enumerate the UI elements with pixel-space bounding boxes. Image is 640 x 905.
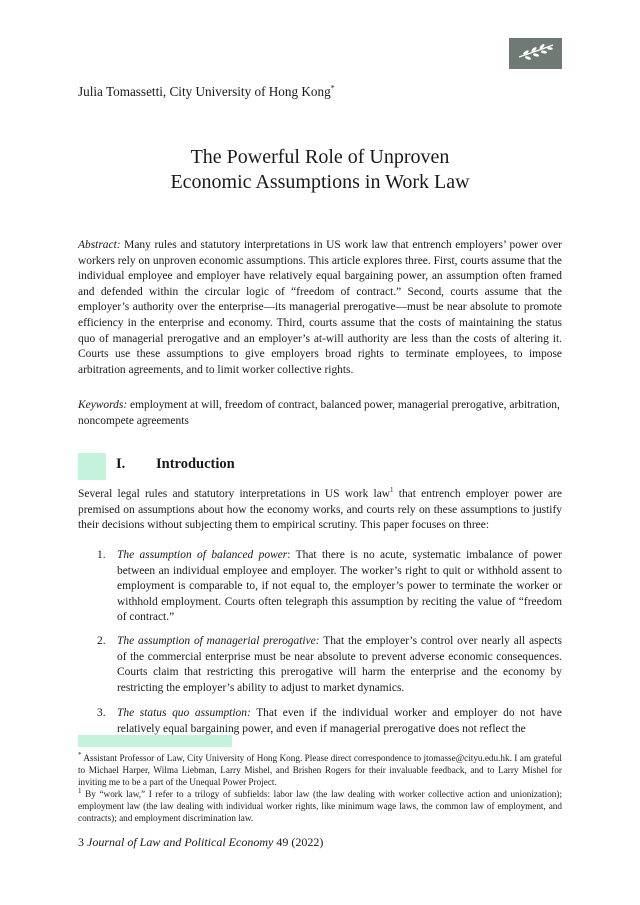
list-item-label: The assumption of managerial prerogative: <box>117 635 320 647</box>
abstract-text: Many rules and statutory interpretations in US work law that entrench employers’ power over workers rely on unproven economic assumptions. This article explores three. First, courts assume that the individual employee and employer have relatively equal bargaining power, an assumption often framed and defended within the circular logic of “freedom of contract.” Second, courts assume that the employer’s authority over the enterprise—its managerial prerogative—must be near absolute to promote efficiency in the enterprise and economy. Third, courts assume that the costs of maintaining the status quo of managerial prerogative and an employer’s at-will authority are less than the costs of altering it. Courts use these assumptions to give employers broad rights to terminate employees, to impose arbitration agreements, and to limit worker collective rights. <box>78 239 562 376</box>
list-item-label: The assumption of balanced power <box>117 549 288 561</box>
olive-branch-icon <box>516 40 556 67</box>
footnote-marker: 1 <box>78 787 82 796</box>
section-heading <box>116 456 235 473</box>
list-item-number: 1. <box>97 549 106 561</box>
list-item-text: : That there is no acute, systematic imbalance of power between an individual employee and employer. The worker’s right to quit or withhold assent to employment is comparable to, if not equal to, the employer’s power to terminate the worker or withhold employment. Courts often telegraph this assumption by reciting the value of “freedom of contract.” <box>117 549 562 624</box>
keywords-label: Keywords: <box>78 399 128 411</box>
title-line-1: The Powerful Role of Unproven <box>190 146 450 168</box>
paper-title <box>78 145 562 195</box>
footnote-text: By “work law,” I refer to a trilogy of subfields: labor law (the law dealing with worker collective action and unionization); employment law (the law dealing with individual worker rights, like minimum wage laws, the common law of employment, and contracts); and employment discrimination law. <box>78 789 562 824</box>
page-number: 3 <box>78 835 84 849</box>
intro-paragraph <box>78 487 562 534</box>
abstract <box>78 238 562 378</box>
list-item-text: That even if the individual worker and employer do not have relatively equal bargaining power, and even if managerial prerogative does not reflect the <box>117 707 562 735</box>
footnote <box>78 788 562 824</box>
journal-volume: 49 <box>276 835 289 849</box>
section-accent-block <box>78 453 106 480</box>
journal-name: Journal of Law and Political Economy <box>87 835 274 849</box>
journal-logo <box>509 38 562 69</box>
footnote-marker: * <box>78 750 82 759</box>
title-line-2: Economic Assumptions in Work Law <box>170 171 470 193</box>
keywords <box>78 398 562 429</box>
footnote <box>78 752 562 788</box>
list-item-number: 2. <box>97 635 106 647</box>
keywords-text: employment at will, freedom of contract, balanced power, managerial prerogative, arbitration, noncompete agreements <box>78 399 560 427</box>
list-item-body <box>117 634 562 696</box>
author-line <box>78 84 335 100</box>
abstract-label: Abstract: <box>78 239 121 251</box>
list-item-number: 3. <box>97 707 106 719</box>
list-item <box>97 548 562 626</box>
list-item-text: That the employer’s control over nearly all aspects of the commercial enterprise must be near absolute to prevent adverse economic consequences. Courts claim that restricting this prerogative will harm the enterprise and the economy by restricting the employer’s ability to adjust to market dynamics. <box>117 635 562 694</box>
author-footnote-marker[interactable]: * <box>330 83 335 93</box>
intro-footnote-marker[interactable]: 1 <box>390 486 394 495</box>
intro-text-before: Several legal rules and statutory interpretations in US work law <box>78 488 391 500</box>
footnotes <box>78 752 562 825</box>
list-item <box>97 634 562 696</box>
section-number: I. <box>116 456 126 472</box>
journal-year: (2022) <box>291 835 324 849</box>
list-item <box>97 706 562 737</box>
section-title: Introduction <box>156 456 235 472</box>
list-item-body <box>117 706 562 737</box>
list-item-label: The status quo assumption: <box>117 707 251 719</box>
list-item-body <box>117 548 562 626</box>
page-footer <box>78 835 323 850</box>
footnote-text: Assistant Professor of Law, City University of Hong Kong. Please direct correspondence to jtomasse@cityu.edu.hk. I am grateful to Michael Harper, Wilma Liebman, Larry Mishel, and Brishen Rogers for their invaluable feedback, and to Larry Mishel for inviting me to be a part of the Unequal Power Project. <box>78 753 562 788</box>
footnote-separator <box>78 735 232 747</box>
intro-text-after: that entrench employer power are premised on assumptions about how the economy works, and courts rely on these assumptions to justify their decisions without subjecting them to empirical scrutiny. This paper focuses on three: <box>78 488 562 532</box>
author-name: Julia Tomassetti, City University of Hong Kong <box>78 84 331 99</box>
